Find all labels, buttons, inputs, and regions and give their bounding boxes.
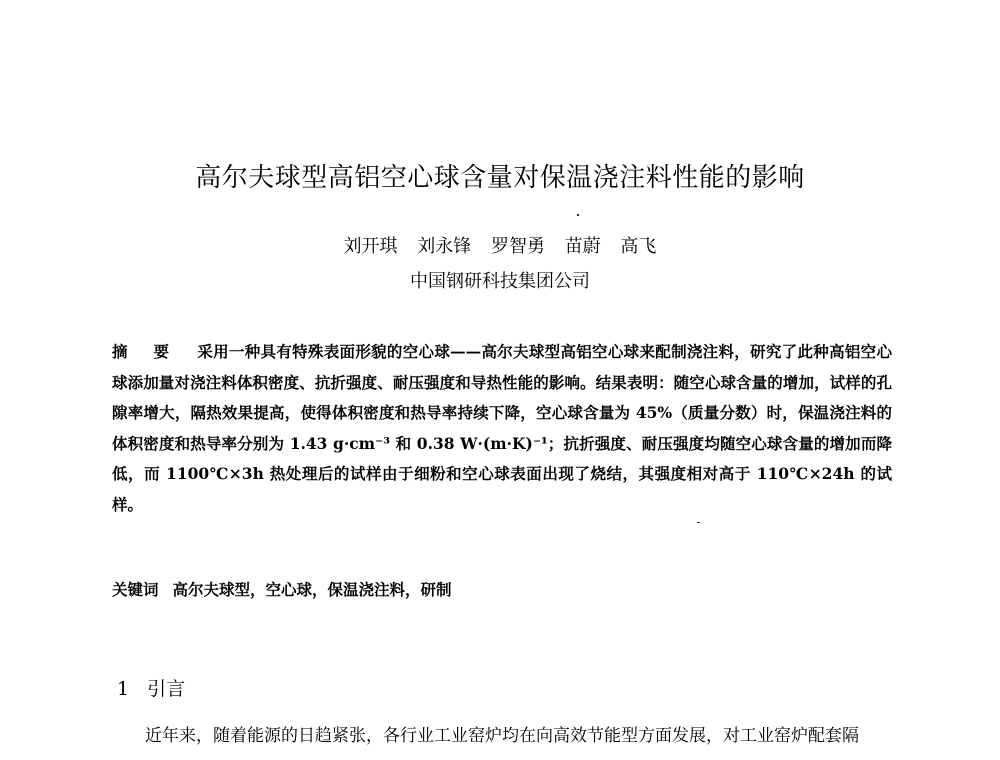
scan-speck xyxy=(697,522,700,523)
author-list: 刘开琪 刘永锋 罗智勇 苗蔚 高飞 xyxy=(343,236,657,257)
abstract-label: 摘 要 xyxy=(112,342,180,361)
abstract-block xyxy=(112,337,892,520)
paper-title: 高尔夫球型高铝空心球含量对保温浇注料性能的影响 xyxy=(195,163,805,193)
keywords-text: 高尔夫球型，空心球，保温浇注料，研制 xyxy=(172,580,452,599)
affiliation: 中国钢研科技集团公司 xyxy=(410,271,590,292)
keywords-label: 关键词 xyxy=(112,580,159,599)
keywords-block xyxy=(112,578,892,600)
scan-speck xyxy=(577,214,579,216)
section-heading xyxy=(117,674,185,701)
intro-paragraph: 近年来，随着能源的日趋紧张，各行业工业窑炉均在向高效节能型方面发展，对工业窑炉配套隔 xyxy=(145,726,859,746)
section-title: 引言 xyxy=(147,678,186,700)
abstract-text: 采用一种具有特殊表面形貌的空心球——高尔夫球型高铝空心球来配制浇注料，研究了此种高铝空心球添加量对浇注料体积密度、抗折强度、耐压强度和导热性能的影响。结果表明：随空心球含量的增加，试样的孔隙率增大，隔热效果提高，使得体积密度和热导率持续下降，空心球含量为 45%（质量分数）时，保温浇注料的体积密度和热导率分别为 1.43 g·cm⁻³ 和 0.38 W·(m·K)⁻¹；抗折强度、耐压强度均随空心球含量的增加而降低，而 1100℃×3h 热处理后的试样由于细粉和空心球表面出现了烧结，其强度相对高于 110℃×24h 的试样。 xyxy=(112,342,892,514)
section-number: 1 xyxy=(117,678,130,700)
